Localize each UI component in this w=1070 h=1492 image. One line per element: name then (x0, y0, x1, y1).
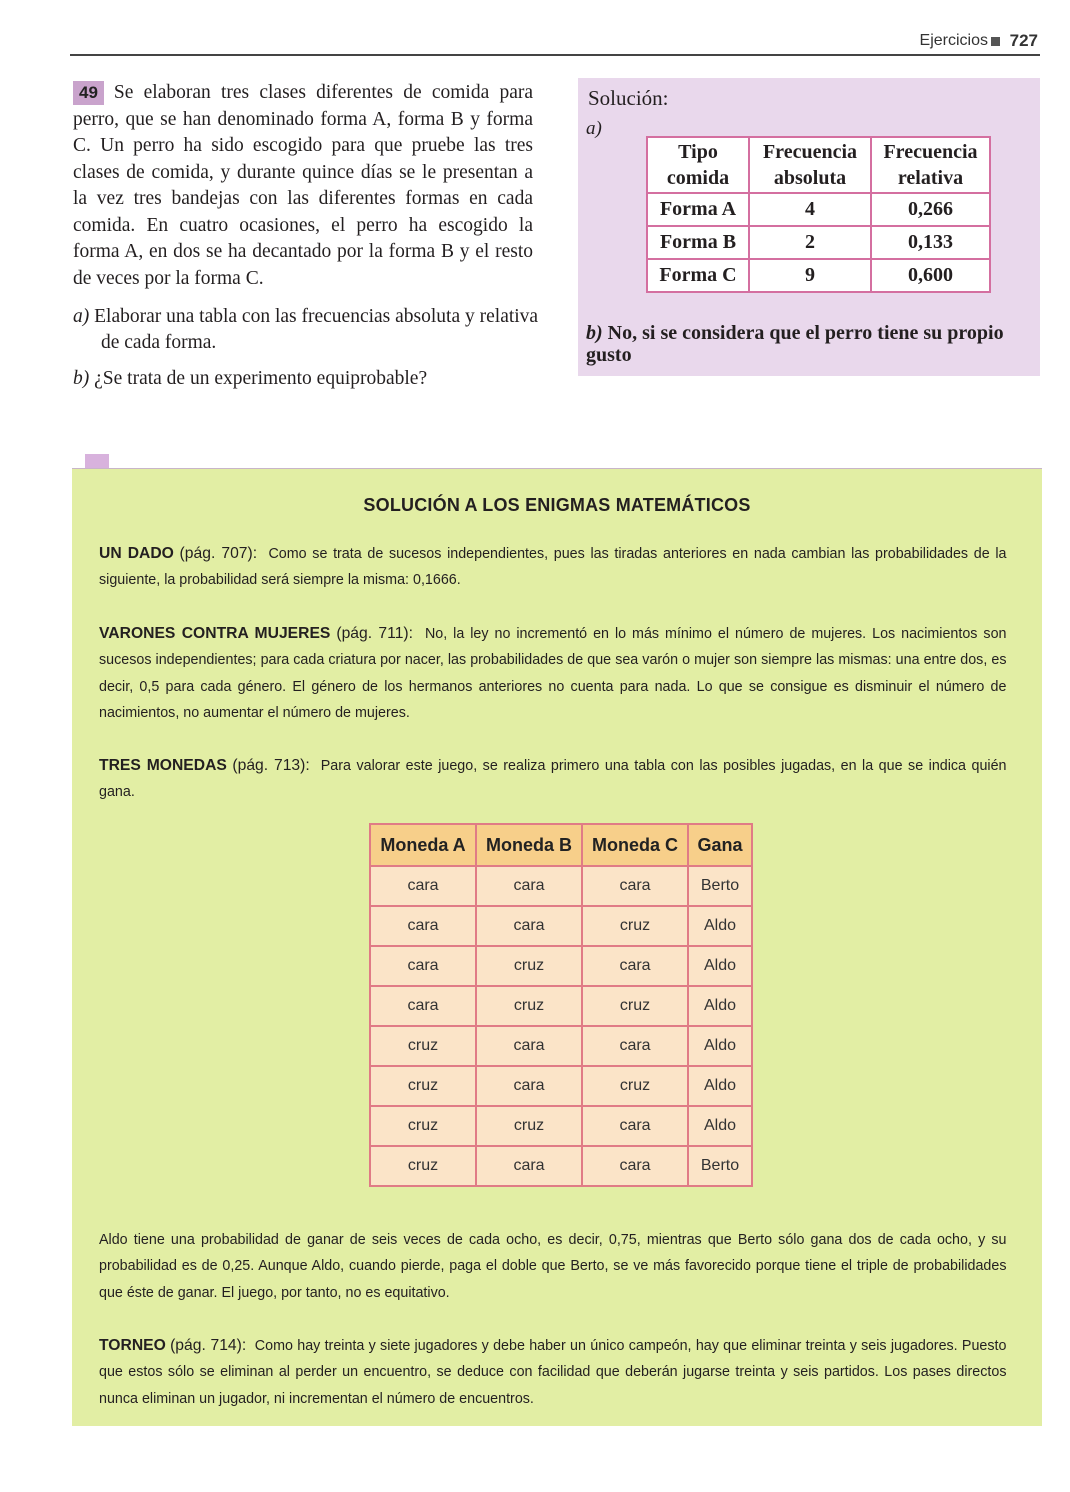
table-header-row (370, 824, 752, 866)
page-ref: (pág. 711): (336, 625, 414, 642)
table-cell: cara (582, 946, 688, 986)
question-a-text: Elaborar una tabla con las frecuencias absoluta y relativa de cada forma. (94, 306, 539, 353)
question-b-label: b) (73, 368, 90, 389)
table-cell: cara (582, 866, 688, 906)
table-cell: Forma C (647, 259, 749, 292)
table-row (647, 259, 990, 292)
coin-table (369, 823, 753, 1187)
table-header: Moneda A (370, 824, 476, 866)
table-cell: Aldo (688, 986, 752, 1026)
table-cell: cara (370, 946, 476, 986)
solution-box (578, 78, 1040, 376)
table-cell: cruz (582, 1066, 688, 1106)
enigma-text: Como hay treinta y siete jugadores y debe haber un único campeón, hay que eliminar treinta y seis jugadores. Puesto que estos sólo se eliminan al perder un encuentro, se deduce con facilidad que deberán jugarse treinta y seis partidos. Los pases directos nunca eliminan un jugador, ni incrementan el número de encuentros. (99, 1338, 1007, 1407)
table-cell: 4 (749, 193, 871, 226)
frequency-table (646, 136, 991, 293)
table-header: Frecuencia absoluta (749, 137, 871, 193)
solution-a-label: a) (586, 118, 602, 139)
question-a (73, 304, 561, 356)
table-cell: cruz (370, 1066, 476, 1106)
table-cell: 0,133 (871, 226, 990, 259)
table-cell: Forma A (647, 193, 749, 226)
question-b (73, 366, 533, 392)
table-cell: cara (370, 906, 476, 946)
enigma-label: TORNEO (99, 1337, 166, 1354)
enigma-dado (99, 541, 1006, 594)
table-cell: Aldo (688, 946, 752, 986)
enigma-monedas (99, 753, 1006, 806)
solution-title: Solución: (588, 86, 669, 110)
table-cell: cruz (370, 1026, 476, 1066)
table-header-row (647, 137, 990, 193)
table-row (647, 226, 990, 259)
table-cell: cruz (582, 906, 688, 946)
table-cell: Aldo (688, 1066, 752, 1106)
table-cell: Berto (688, 866, 752, 906)
table-row (370, 1066, 752, 1106)
table-cell: cara (582, 1146, 688, 1186)
table-cell: 0,266 (871, 193, 990, 226)
exercise-text: Se elaboran tres clases diferentes de comida para perro, que se han denominado forma A, forma B y forma C. Un perro ha sido escogido para que pruebe las tres clases de comida, y durante quince días se le presentan a la vez tres bandejas con las diferentes formas en cada comida. En cuatro ocasiones, el perro ha escogido la forma A, en dos se ha decantado por la forma B y el resto de veces por la forma C. (73, 82, 533, 289)
table-cell: cara (476, 866, 582, 906)
table-cell: Forma B (647, 226, 749, 259)
table-cell: cruz (476, 1106, 582, 1146)
table-header: Frecuencia relativa (871, 137, 990, 193)
exercise-49 (73, 80, 539, 389)
table-cell: cara (476, 906, 582, 946)
table-cell: Aldo (688, 906, 752, 946)
table-cell: cara (476, 1146, 582, 1186)
enigma-label: TRES MONEDAS (99, 757, 227, 774)
page-ref: (pág. 714): (170, 1337, 247, 1354)
enigmas-title: SOLUCIÓN A LOS ENIGMAS MATEMÁTICOS (363, 495, 751, 515)
question-b-text: ¿Se trata de un experimento equiprobable? (94, 368, 428, 389)
table-row (370, 1106, 752, 1146)
table-header: Tipo comida (647, 137, 749, 193)
table-row (370, 866, 752, 906)
section-title: Ejercicios (919, 32, 988, 49)
table-cell: Aldo (688, 1026, 752, 1066)
table-cell: cara (476, 1026, 582, 1066)
table-cell: cruz (370, 1146, 476, 1186)
table-header: Moneda B (476, 824, 582, 866)
table-row (370, 986, 752, 1026)
table-cell: cara (582, 1026, 688, 1066)
table-cell: Aldo (688, 1106, 752, 1146)
page-number: 727 (1009, 31, 1038, 50)
table-header: Moneda C (582, 824, 688, 866)
solution-b (586, 322, 1026, 366)
enigma-torneo (99, 1333, 1006, 1412)
enigma-label: UN DADO (99, 545, 174, 562)
table-cell: cruz (370, 1106, 476, 1146)
table-cell: 2 (749, 226, 871, 259)
enigma-text: Para valorar este juego, se realiza primero una tabla con las posibles jugadas, en la que se indica quién gana. (99, 758, 1007, 801)
page-header (70, 30, 1040, 56)
page-ref: (pág. 713): (232, 757, 310, 774)
enigma-text: No, la ley no incrementó en lo más mínimo el número de mujeres. Los nacimientos son sucesos independientes; para cada criatura por nacer, las probabilidades de que sea varón o mujer son siempre las mismas: una entre dos, es decir, 0,5 para cada género. El género de los hermanos anteriores no cuenta para nada. Lo que se consigue es disminuir el número de nacimientos, no aumentar el número de mujeres. (99, 626, 1007, 721)
page-ref: (pág. 707): (179, 545, 258, 562)
monedas-conclusion: Aldo tiene una probabilidad de ganar de seis veces de cada ocho, es decir, 0,75, mientras que Berto sólo gana dos de cada ocho, y su probabilidad es de 0,25. Aunque Aldo, cuando pierde, paga el doble que Berto, se ve más favorecido porque tiene el triple de probabilidades que éste de ganar. El juego, por tanto, no es equitativo. (99, 1232, 1007, 1301)
table-row (370, 1146, 752, 1186)
question-a-label: a) (73, 306, 90, 327)
table-row (370, 906, 752, 946)
enigma-label: VARONES CONTRA MUJERES (99, 625, 331, 642)
header-square-icon (991, 37, 1000, 46)
table-cell: cara (370, 866, 476, 906)
table-cell: 9 (749, 259, 871, 292)
solution-b-label: b) (586, 322, 603, 344)
exercise-statement (73, 80, 533, 292)
table-cell: 0,600 (871, 259, 990, 292)
table-cell: cara (370, 986, 476, 1026)
exercise-number: 49 (73, 81, 104, 105)
table-cell: cruz (476, 986, 582, 1026)
enigmas-panel (72, 468, 1042, 1426)
table-row (647, 193, 990, 226)
table-cell: cara (476, 1066, 582, 1106)
table-cell: cara (582, 1106, 688, 1146)
enigma-varones (99, 621, 1006, 726)
table-row (370, 1026, 752, 1066)
table-cell: cruz (476, 946, 582, 986)
enigma-text: Como se trata de sucesos independientes, pues las tiradas anteriores en nada cambian las probabilidades de la siguiente, la probabilidad será siempre la misma: 0,1666. (99, 546, 1007, 589)
solution-b-text: No, si se considera que el perro tiene su propio gusto (586, 322, 1004, 366)
table-row (370, 946, 752, 986)
table-header: Gana (688, 824, 752, 866)
table-cell: Berto (688, 1146, 752, 1186)
table-cell: cruz (582, 986, 688, 1026)
